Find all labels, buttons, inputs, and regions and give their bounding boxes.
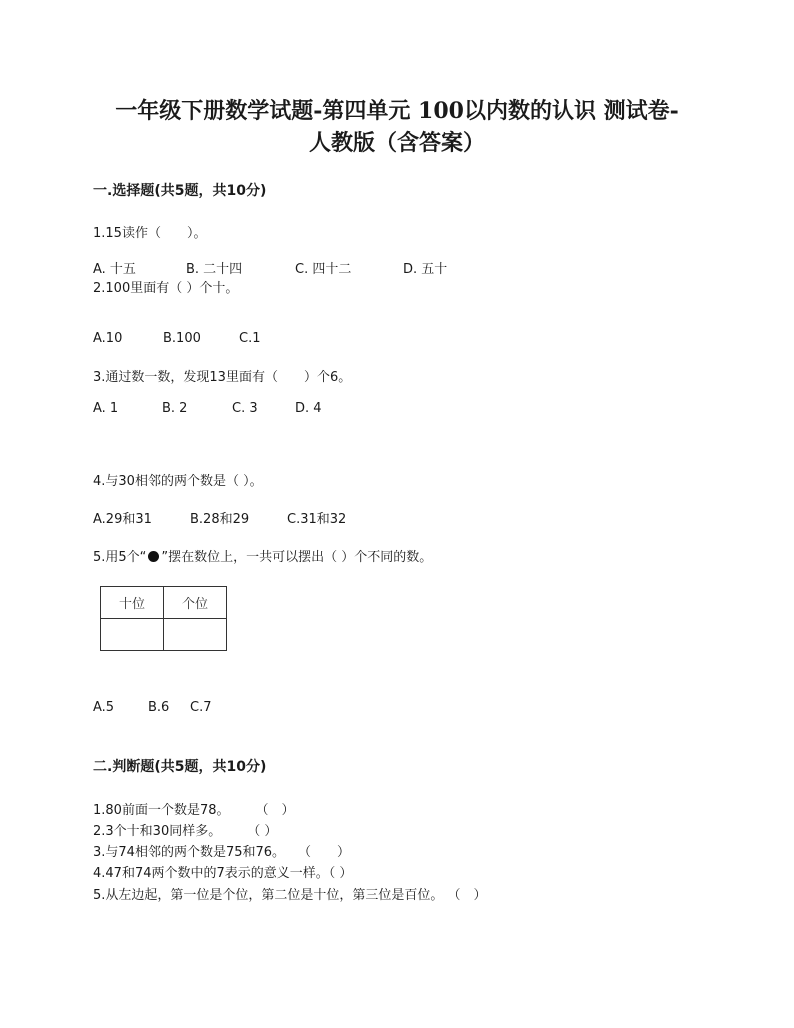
question-1-option-c: C. 四十二 xyxy=(295,262,352,277)
question-5-option-b: B.6 xyxy=(148,700,170,715)
question-5-option-a: A.5 xyxy=(93,700,115,715)
judgement-item-2: 2.3个十和30同样多。 （ ） xyxy=(93,824,278,839)
place-value-table xyxy=(100,586,227,651)
question-3-option-a: A. 1 xyxy=(93,401,119,416)
question-3-text: 3.通过数一数，发现13里面有（ ）个6。 xyxy=(93,370,352,385)
question-3-option-c: C. 3 xyxy=(232,401,258,416)
question-2-option-b: B.100 xyxy=(163,331,201,346)
question-3-option-b: B. 2 xyxy=(162,401,188,416)
question-1-option-d: D. 五十 xyxy=(403,262,448,277)
question-4-option-a: A.29和31 xyxy=(93,512,152,527)
place-value-cell-ones xyxy=(164,619,227,651)
question-1-text: 1.15读作（ ）。 xyxy=(93,226,207,241)
place-value-header-tens: 十位 xyxy=(101,587,164,619)
place-value-cell-tens xyxy=(101,619,164,651)
black-dot-icon xyxy=(148,551,159,562)
question-4-text: 4.与30相邻的两个数是（ ）。 xyxy=(93,474,263,489)
document-title-line2: 人教版（含答案） xyxy=(308,130,485,156)
place-value-header-ones: 个位 xyxy=(164,587,227,619)
question-5-text xyxy=(93,546,432,565)
question-1-option-a: A. 十五 xyxy=(93,262,136,277)
judgement-item-4: 4.47和74两个数中的7表示的意义一样。（ ） xyxy=(93,866,353,881)
document-title-line1: 一年级下册数学试题-第四单元 100以内数的认识 测试卷- xyxy=(115,98,679,124)
question-4-option-b: B.28和29 xyxy=(190,512,250,527)
question-5-text-before: 5.用5个“ xyxy=(93,550,147,565)
judgement-item-5: 5.从左边起，第一位是个位，第二位是十位，第三位是百位。 （ ） xyxy=(93,888,487,903)
question-1-option-b: B. 二十四 xyxy=(186,262,243,277)
question-2-text: 2.100里面有（ ）个十。 xyxy=(93,281,239,296)
question-4-option-c: C.31和32 xyxy=(287,512,347,527)
question-2-option-c: C.1 xyxy=(239,331,261,346)
question-5-option-c: C.7 xyxy=(190,700,212,715)
judgement-item-3: 3.与74相邻的两个数是75和76。 （ ） xyxy=(93,845,351,860)
question-3-option-d: D. 4 xyxy=(295,401,322,416)
judgement-item-1: 1.80前面一个数是78。 （ ） xyxy=(93,803,295,818)
question-2-option-a: A.10 xyxy=(93,331,123,346)
question-5-text-after: ”摆在数位上，一共可以摆出（ ）个不同的数。 xyxy=(161,550,433,565)
section-heading-choice: 一.选择题(共5题，共10分) xyxy=(93,183,267,199)
section-heading-judgement: 二.判断题(共5题，共10分) xyxy=(93,759,267,775)
